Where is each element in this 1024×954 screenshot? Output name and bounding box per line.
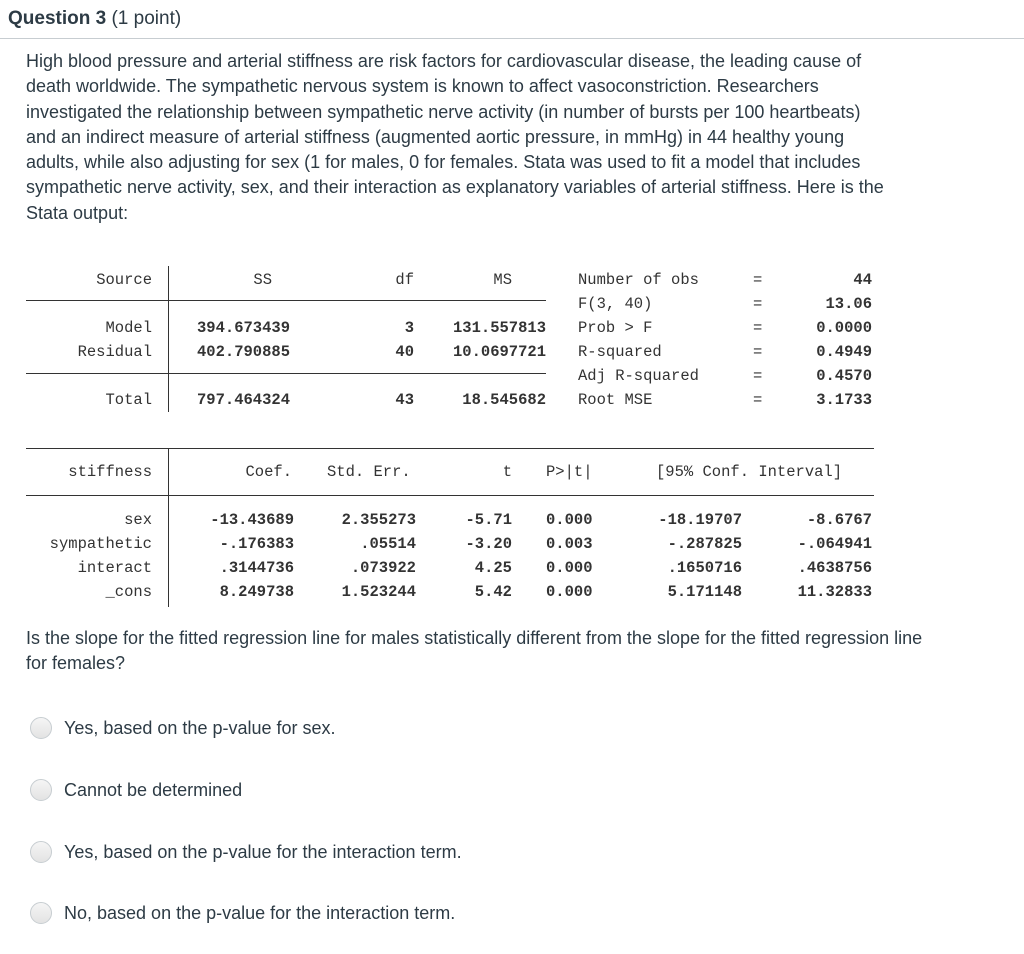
anova-row-ms: 131.557813 xyxy=(452,319,546,337)
coef-row-ci-hi: -.064941 xyxy=(797,535,872,553)
answer-option[interactable] xyxy=(30,838,462,866)
coef-divider-mid xyxy=(26,495,874,496)
coef-row-se: .073922 xyxy=(350,559,416,577)
answer-option[interactable] xyxy=(30,714,336,742)
stat-value: 0.4570 xyxy=(816,367,872,385)
question-title xyxy=(8,8,181,30)
stat-eq: = xyxy=(753,295,763,313)
stat-label: Prob > F xyxy=(578,319,653,337)
anova-header-ss: SS xyxy=(253,271,272,289)
anova-row-df: 40 xyxy=(395,343,414,361)
radio-button[interactable] xyxy=(30,841,52,863)
stat-eq: = xyxy=(753,319,763,337)
coef-header-ci: [95% Conf. Interval] xyxy=(656,463,843,481)
anova-row-source: Total xyxy=(105,391,152,409)
stat-label: F(3, 40) xyxy=(578,295,653,313)
stat-eq: = xyxy=(753,343,763,361)
anova-row-source: Residual xyxy=(77,343,152,361)
anova-row-ss: 797.464324 xyxy=(197,391,291,409)
coef-row-ci-lo: .1650716 xyxy=(667,559,742,577)
question-number: Question 3 xyxy=(8,8,107,29)
coef-row-ci-lo: -18.19707 xyxy=(658,511,742,529)
coef-header-var: stiffness xyxy=(68,463,152,481)
answer-label[interactable]: Cannot be determined xyxy=(64,779,243,800)
question-body: High blood pressure and arterial stiffness are risk factors for cardiovascular disease, the leading cause of death worldwide. The sympathetic nervous system is known to affect vasoconstriction. Researchers investigated the relationship between sympathetic nerve activity (in number of bursts per 100 heartbeats) and an indirect measure of arterial stiffness (augmented aortic pressure, in mmHg) in 44 healthy young adults, while also adjusting for sex (1 for males, 0 for females. Stata was used to fit a model that includes sympathetic nerve activity, sex, and their interaction as explanatory variables of arterial stiffness. Here is the Stata output: xyxy=(26,51,884,223)
coef-header-t: t xyxy=(502,463,512,481)
coef-row-p: 0.003 xyxy=(546,535,593,553)
coef-row-var: interact xyxy=(77,559,152,577)
coef-row-se: .05514 xyxy=(360,535,416,553)
stat-label: Adj R-squared xyxy=(578,367,699,385)
question-prompt: Is the slope for the fitted regression line for males statistically different from the slope for the fitted regression line for females? xyxy=(26,628,923,674)
stat-value: 0.4949 xyxy=(816,343,872,361)
coef-row-p: 0.000 xyxy=(546,559,593,577)
stat-eq: = xyxy=(753,367,763,385)
answer-option[interactable] xyxy=(30,776,242,804)
coef-row-ci-hi: .4638756 xyxy=(797,559,872,577)
stat-value: 3.1733 xyxy=(816,391,872,409)
coef-row-coef: -.176383 xyxy=(219,535,294,553)
coef-row-t: 5.42 xyxy=(474,583,512,601)
stat-eq: = xyxy=(753,271,763,289)
coef-row-t: -3.20 xyxy=(465,535,512,553)
coef-row-se: 1.523244 xyxy=(341,583,416,601)
radio-button[interactable] xyxy=(30,902,52,924)
anova-divider-top xyxy=(26,300,546,301)
coef-row-p: 0.000 xyxy=(546,511,593,529)
stat-value: 13.06 xyxy=(825,295,872,313)
coef-row-ci-hi: -8.6767 xyxy=(806,511,872,529)
answer-label[interactable]: Yes, based on the p-value for the interaction term. xyxy=(64,841,462,862)
stat-value: 44 xyxy=(853,271,872,289)
coef-row-ci-lo: -.287825 xyxy=(667,535,742,553)
coef-row-p: 0.000 xyxy=(546,583,593,601)
stat-label: Root MSE xyxy=(578,391,653,409)
stat-value: 0.0000 xyxy=(816,319,872,337)
answer-label[interactable]: No, based on the p-value for the interaction term. xyxy=(64,902,456,923)
coef-row-t: -5.71 xyxy=(465,511,512,529)
stat-label: Number of obs xyxy=(578,271,699,289)
anova-divider-bottom xyxy=(26,373,546,374)
anova-row-ms: 10.0697721 xyxy=(452,343,546,361)
coef-row-coef: -13.43689 xyxy=(210,511,294,529)
answer-option[interactable] xyxy=(30,899,455,927)
coef-header-se: Std. Err. xyxy=(327,463,411,481)
anova-header-source: Source xyxy=(96,271,152,289)
question-points: (1 point) xyxy=(111,8,182,29)
coef-vertical-rule xyxy=(168,449,169,607)
answer-label[interactable]: Yes, based on the p-value for sex. xyxy=(64,717,336,738)
coef-row-coef: 8.249738 xyxy=(219,583,294,601)
anova-row-df: 43 xyxy=(395,391,414,409)
coef-row-var: _cons xyxy=(105,583,152,601)
radio-button[interactable] xyxy=(30,717,52,739)
anova-row-source: Model xyxy=(105,319,152,337)
coef-row-ci-lo: 5.171148 xyxy=(667,583,742,601)
anova-header-df: df xyxy=(395,271,414,289)
anova-header-ms: MS xyxy=(493,271,512,289)
coef-header-coef: Coef. xyxy=(245,463,292,481)
anova-row-ss: 394.673439 xyxy=(197,319,291,337)
coef-header-p: P>|t| xyxy=(546,463,593,481)
anova-row-df: 3 xyxy=(404,319,414,337)
anova-row-ms: 18.545682 xyxy=(462,391,546,409)
stat-label: R-squared xyxy=(578,343,662,361)
coef-row-se: 2.355273 xyxy=(341,511,416,529)
question-header xyxy=(0,0,1024,39)
coef-row-t: 4.25 xyxy=(474,559,512,577)
anova-row-ss: 402.790885 xyxy=(197,343,291,361)
coef-divider-top xyxy=(26,448,874,449)
stat-eq: = xyxy=(753,391,763,409)
anova-vertical-rule xyxy=(168,266,169,412)
coef-row-var: sympathetic xyxy=(49,535,152,553)
coef-row-var: sex xyxy=(124,511,152,529)
coef-row-ci-hi: 11.32833 xyxy=(797,583,872,601)
coef-row-coef: .3144736 xyxy=(219,559,294,577)
radio-button[interactable] xyxy=(30,779,52,801)
